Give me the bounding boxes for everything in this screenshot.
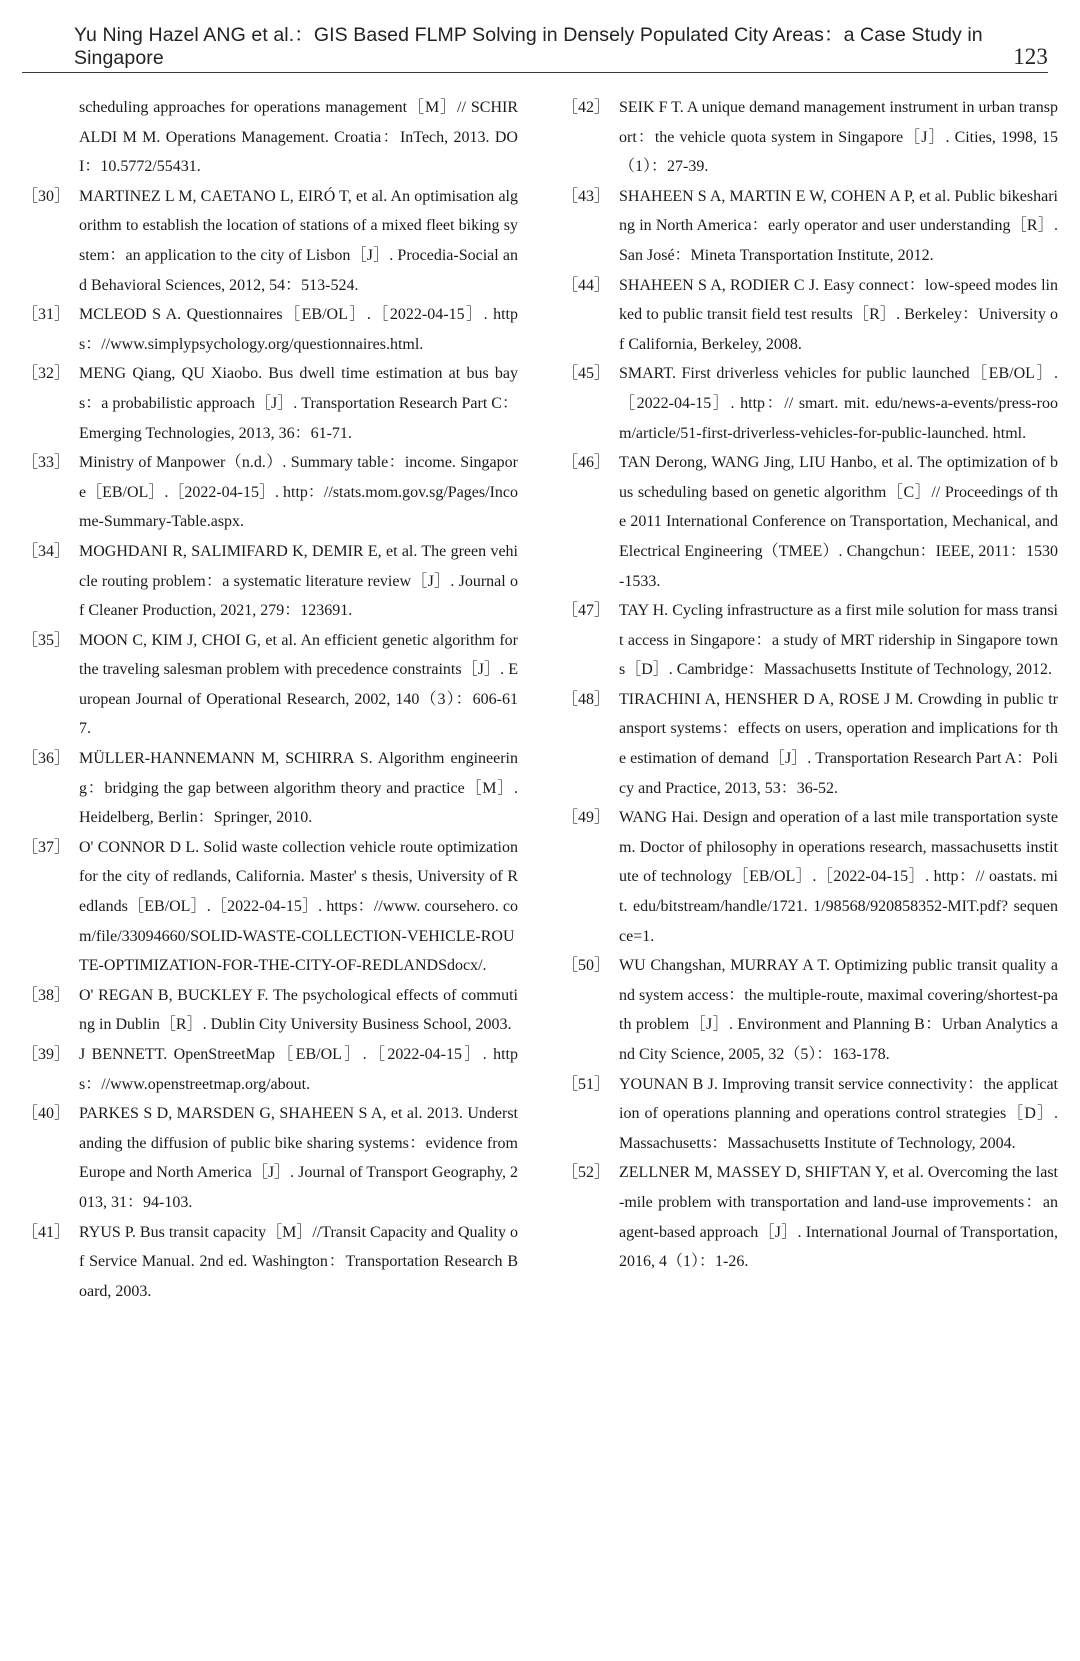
reference-text: MARTINEZ L M, CAETANO L, EIRÓ T, et al. An optimisation algorithm to establish the location of stations of a mixed fleet biking system：an application to the city of Lisbon［J］. Procedia-Social and Behavioral Sciences, 2012, 54：513-524. [79,187,518,294]
reference-number: ［36］ [22,750,71,768]
reference-number: ［41］ [22,1223,71,1241]
reference-text: SEIK F T. A unique demand management instrument in urban transport：the vehicle quota system in Singapore［J］. Cities, 1998, 15（1）：27-39. [619,99,1058,176]
reference-number: ［30］ [22,187,71,205]
running-head [74,24,1048,70]
reference-text: O' REGAN B, BUCKLEY F. The psychological effects of commuting in Dublin［R］. Dublin City University Business School, 2003. [79,986,518,1034]
reference-text: PARKES S D, MARSDEN G, SHAHEEN S A, et al. 2013. Understanding the diffusion of public bike sharing systems：evidence from Europe and North America［J］. Journal of Transport Geography, 2013, 31：94-103. [79,1105,518,1211]
reference-text: O' CONNOR D L. Solid waste collection vehicle route optimization for the city of redlands, California. Master' s thesis, University of Redlands［EB/OL］.［2022-04-15］. https：//www. coursehero. com/file/33094660/SOLID-WASTE-COLLECTION-VEHICLE-ROUTE-OPTIMIZATION-FOR-THE-CITY-OF-REDLANDSdocx/. [79,838,518,975]
reference-text: MÜLLER-HANNEMANN M, SCHIRRA S. Algorithm engineering：bridging the gap between algorithm theory and practice［M］. Heidelberg, Berlin：Springer, 2010. [79,750,518,827]
reference-item [22,93,518,182]
reference-number: ［49］ [562,809,611,827]
reference-item [22,833,518,981]
reference-number: ［52］ [562,1164,611,1182]
reference-text: MOGHDANI R, SALIMIFARD K, DEMIR E, et al. The green vehicle routing problem：a systematic literature review［J］. Journal of Cleaner Production, 2021, 279：123691. [79,542,518,620]
references-right-column [562,93,1058,1277]
reference-item [22,182,518,300]
reference-item [22,744,518,833]
running-title: Yu Ning Hazel ANG et al.：GIS Based FLMP Solving in Densely Populated City Areas：a Case Study in Singapore [74,24,983,69]
reference-number: ［46］ [562,454,611,472]
reference-number: ［33］ [22,454,71,472]
reference-number: ［42］ [562,99,611,116]
reference-item [22,448,518,537]
reference-item [22,1218,518,1307]
reference-number: ［32］ [22,365,71,383]
reference-item [562,1070,1058,1159]
reference-item [562,596,1058,685]
reference-number: ［34］ [22,542,71,560]
reference-item [562,951,1058,1069]
reference-item [22,359,518,448]
reference-text: SHAHEEN S A, MARTIN E W, COHEN A P, et al. Public bikesharing in North America：early operator and user understanding［R］. San José：Mineta Transportation Institute, 2012. [619,187,1058,264]
page-number: 123 [1013,44,1048,69]
references-left-column [22,93,518,1306]
reference-text: MOON C, KIM J, CHOI G, et al. An efficient genetic algorithm for the traveling salesman problem with precedence constraints［J］. European Journal of Operational Research, 2002, 140（3）：606-617. [79,631,518,738]
reference-item [22,537,518,626]
reference-text: SMART. First driverless vehicles for public launched［EB/OL］.［2022-04-15］. http：// smart. mit. edu/news-a-events/press-room/article/51-first-driverless-vehicles-for-public-launched. html. [619,365,1058,442]
reference-text: WANG Hai. Design and operation of a last mile transportation system. Doctor of philosophy in operations research, massachusetts institute of technology［EB/OL］.［2022-04-15］. http：// oastats. mit. edu/bitstream/handle/1721. 1/98568/920858352-MIT.pdf? sequence=1. [619,809,1058,945]
reference-text: RYUS P. Bus transit capacity［M］//Transit Capacity and Quality of Service Manual. 2nd ed. Washington：Transportation Research Board, 2003. [79,1223,518,1300]
reference-number: ［43］ [562,187,611,205]
reference-number: ［47］ [562,602,611,620]
reference-item [562,1158,1058,1276]
reference-number: ［38］ [22,986,71,1004]
reference-item [22,626,518,744]
reference-item [22,1099,518,1217]
reference-item [22,981,518,1040]
reference-item [562,93,1058,182]
reference-text: scheduling approaches for operations management［M］// SCHIRALDI M M. Operations Management. Croatia：InTech, 2013. DOI：10.5772/55431. [79,99,518,176]
reference-number: ［51］ [562,1075,611,1093]
reference-text: TIRACHINI A, HENSHER D A, ROSE J M. Crowding in public transport systems：effects on users, operation and implications for the estimation of demand［J］. Transportation Research Part A：Policy and Practice, 2013, 53：36-52. [619,690,1058,797]
reference-item [562,685,1058,803]
reference-item [22,300,518,359]
reference-item [22,1040,518,1099]
reference-number: ［40］ [22,1105,71,1123]
reference-text: SHAHEEN S A, RODIER C J. Easy connect：low-speed modes linked to public transit field test results［R］. Berkeley：University of California, Berkeley, 2008. [619,276,1058,353]
header-rule [22,72,1048,73]
reference-text: ZELLNER M, MASSEY D, SHIFTAN Y, et al. Overcoming the last-mile problem with transportation and land-use improvements：an agent-based approach［J］. International Journal of Transportation, 2016, 4（1）：1-26. [619,1164,1058,1271]
reference-text: MENG Qiang, QU Xiaobo. Bus dwell time estimation at bus bays：a probabilistic approach［J］. Transportation Research Part C：Emerging Technologies, 2013, 36：61-71. [79,365,518,442]
reference-number: ［48］ [562,690,611,708]
reference-number: ［50］ [562,957,611,975]
reference-number: ［45］ [562,365,611,383]
reference-text: J BENNETT. OpenStreetMap［EB/OL］.［2022-04-15］. https：//www.openstreetmap.org/about. [79,1046,518,1093]
reference-item [562,448,1058,596]
reference-text: TAN Derong, WANG Jing, LIU Hanbo, et al. The optimization of bus scheduling based on genetic algorithm［C］// Proceedings of the 2011 International Conference on Transportation, Mechanical, and Electrical Engineering（TMEE）. Changchun：IEEE, 2011：1530-1533. [619,454,1058,590]
reference-text: WU Changshan, MURRAY A T. Optimizing public transit quality and system access：the multiple-route, maximal covering/shortest-path problem［J］. Environment and Planning B：Urban Analytics and City Science, 2005, 32（5）：163-178. [619,957,1058,1063]
reference-item [562,359,1058,448]
reference-item [562,182,1058,271]
reference-number: ［39］ [22,1046,71,1063]
reference-number: ［44］ [562,276,611,294]
reference-number: ［31］ [22,306,71,324]
reference-number: ［37］ [22,838,71,856]
reference-text: MCLEOD S A. Questionnaires［EB/OL］.［2022-04-15］. https：//www.simplypsychology.org/questionnaires.html. [79,306,518,353]
reference-text: YOUNAN B J. Improving transit service connectivity：the application of operations planning and operations control strategies［D］.Massachusetts：Massachusetts Institute of Technology, 2004. [619,1075,1058,1152]
reference-text: TAY H. Cycling infrastructure as a first mile solution for mass transit access in Singapore：a study of MRT ridership in Singapore towns［D］. Cambridge：Massachusetts Institute of Technology, 2012. [619,602,1058,679]
reference-text: Ministry of Manpower（n.d.）. Summary table：income. Singapore［EB/OL］.［2022-04-15］. http：//stats.mom.gov.sg/Pages/Income-Summary-Table.aspx. [79,454,518,531]
reference-number: ［35］ [22,631,71,649]
reference-item [562,271,1058,360]
reference-item [562,803,1058,951]
